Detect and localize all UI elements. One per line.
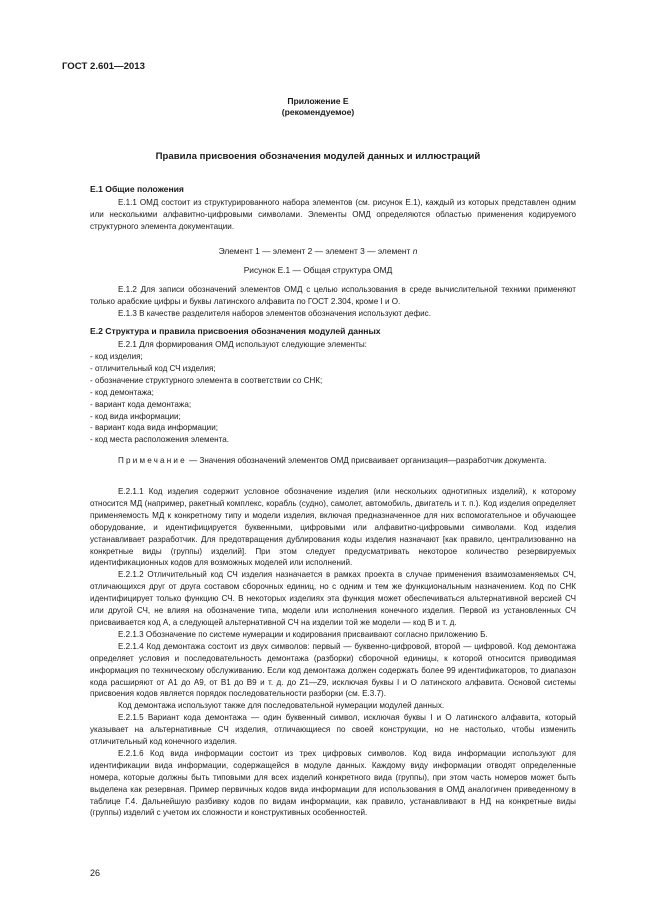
paragraph-e2-1-5: Е.2.1.5 Вариант кода демонтажа — один буквенный символ, исключая буквы I и O латинского алфавита, который указывает на альтернативные СЧ изделия, отличающиеся по своей конструкции, но не настолько, чтобы изменить отличительный код конечного изделия.: [90, 713, 576, 747]
note-block: [90, 455, 576, 467]
section-e2-body: [90, 486, 576, 819]
paragraph-e2-1-3: Е.2.1.3 Обозначение по системе нумерации и кодирования присваивают согласно приложению Б.: [118, 629, 488, 639]
figure-caption: Рисунок Е.1 — Общая структура ОМД: [243, 265, 393, 275]
element-list: [90, 351, 576, 446]
paragraph-e1-3: Е.1.3 В качестве разделителя наборов элементов обозначения используют дефис.: [118, 308, 431, 318]
paragraph-e2-1: Е.2.1 Для формирования ОМД используют следующие элементы:: [118, 340, 367, 349]
paragraph-e2-1-wrap: [90, 339, 576, 351]
standard-header: ГОСТ 2.601—2013: [62, 61, 145, 72]
note-label: Примечание: [118, 456, 187, 465]
paragraph-e2-1-4: Е.2.1.4 Код демонтажа состоит из двух символов: первый — буквенно-цифровой, второй — цифровой. Код демонтажа определяет условия и последовательность демонтажа (разборки) сборочной единицы, к которой относится приводимая информация по техническому обслуживанию. Если код демонтажа должен содержать более 99 идентификаторов, то диапазон кода расширяют от А1 до А9, от В1 до В9 и т. д. до Z1—Z9, исключая буквы I и O латинского алфавита. Основой системы присвоения кодов является порядок последовательности разборки (см. Е.3.7).: [90, 641, 576, 699]
paragraph-e2-1-2: Е.2.1.2 Отличительный код СЧ изделия назначается в рамках проекта в случае применения взаимозаменяемых СЧ, отличающихся друг от друга составом сборочных единиц, но с одним и тем же функциональным назначением. Код по СНК идентифицирует только функцию СЧ. В некоторых изделиях эта функция может обеспечиваться альтернативной версией СЧ или другой СЧ, не влияя на обозначение типа, модели или исполнения конечного изделия. Первой из установленных СЧ присваивается код А, а следующей альтернативной СЧ на изделии той же модели — код В и т. д.: [90, 570, 576, 627]
list-item: - отличительный код СЧ изделия;: [90, 363, 216, 373]
annex-title: Приложение Е: [287, 96, 349, 106]
formula-n: n: [412, 246, 418, 256]
list-item: - код вида информации;: [90, 411, 181, 421]
list-item: - код места расположения элемента.: [90, 435, 229, 445]
annex-subtitle: (рекомендуемое): [281, 107, 355, 117]
paragraph-e1-1: Е.1.1 ОМД состоит из структурированного набора элементов (см. рисунок Е.1), каждый из которых представлен одним или несколькими алфавитно-цифровыми символами. Элементы ОМД определяются областью применения кодируемого структурного элемента документации.: [90, 198, 576, 231]
paragraph-e1-2: Е.1.2 Для записи обозначений элементов ОМД с целью использования в среде вычислительной техники применяют только арабские цифры и буквы латинского алфавита по ГОСТ 2.304, кроме I и O.: [90, 285, 576, 306]
list-item: - обозначение структурного элемента в соответствии со СНК;: [90, 375, 323, 385]
paragraph-e2-1-4b: Код демонтажа используют также для последовательной нумерации модулей данных.: [118, 701, 445, 711]
note-text: — Значения обозначений элементов ОМД присваивает организация—разработчик документа.: [186, 456, 547, 465]
note-paragraph: [90, 455, 576, 467]
list-item: - вариант кода вида информации;: [90, 423, 218, 433]
page-number: 26: [90, 868, 101, 878]
list-item: - код демонтажа;: [90, 387, 154, 397]
paragraph-e2-1-1: Е.2.1.1 Код изделия содержит условное обозначение изделия (или нескольких однотипных изделий), к которому относится МД (например, ракетный комплекс, корабль (судно), самолет, автомобиль, двигатель и т. п.). Код изделия определяет применяемость МД к конкретному типу и модели изделия, включая предназначенное для них вспомогательное и обучающее оборудование, и идентифицируется буквенными, цифровыми или алфавитно-цифровыми символами. Код изделия устанавливает разработчик. Для предотвращения дублирования коды изделия назначают [как правило, централизованно на конкретные виды (группы) изделий]. При этом следует предусматривать некоторое количество резервируемых идентификационных кодов для возможных моделей или исполнений.: [90, 487, 576, 568]
section-heading-e1: Е.1 Общие положения: [90, 184, 184, 194]
document-title: Правила присвоения обозначения модулей данных и иллюстраций: [155, 151, 481, 162]
section-e1-block-1: [90, 197, 576, 233]
structure-formula: [62, 246, 574, 258]
formula-text: Элемент 1 — элемент 2 — элемент 3 — элемент: [218, 246, 411, 256]
paragraph-e2-1-6: Е.2.1.6 Код вида информации состоит из трех цифровых символов. Код вида информации используют для идентификации вида информации, содержащейся в модуле данных. Каждому виду информации отводят определенные номера, которые должны быть типовыми для всех изделий конкретного вида (группы), при этом часть номеров может быть выделена как резервная. Пример первичных кодов вида информации для использования в ОМД аналогичен приведенному в таблице Г.4. Дальнейшую разбивку кодов по видам информации, как правило, устанавливают в НД на конкретные виды (группы) изделий с учетом их сложности и конструктивных особенностей.: [90, 748, 576, 818]
section-heading-e2: Е.2 Структура и правила присвоения обозначения модулей данных: [90, 326, 381, 336]
section-e1-block-2: [90, 284, 576, 320]
list-item: - код изделия;: [90, 352, 143, 361]
list-item: - вариант кода демонтажа;: [90, 399, 192, 409]
